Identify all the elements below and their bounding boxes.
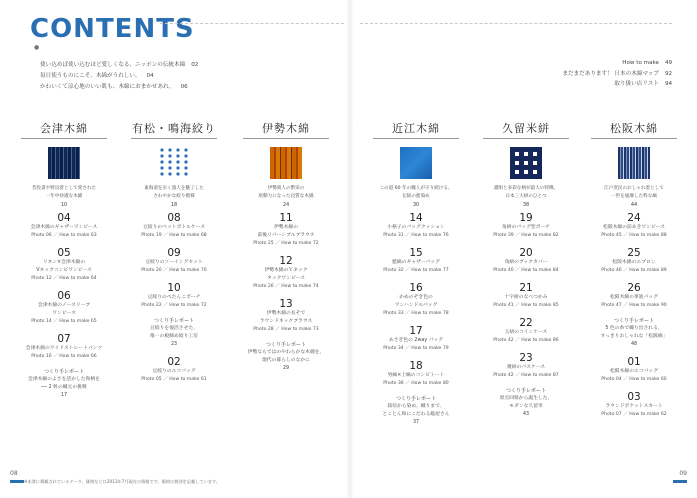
project-entry [361,247,471,275]
project-number: 15 [409,247,423,259]
project-name: 角絣のブックカバー [504,260,548,265]
project-number: 07 [57,333,71,345]
project-number: 01 [627,356,641,368]
report-text: 伊勢ならではのやわらかな木綿を、 現代の暮らしのなかに [247,350,325,363]
report-text: 会津木綿のよさを活かした和柄を ── 2 軒の織元の挑戦 [28,377,100,390]
project-reference: Photo 20 ／ How to make 70 [141,268,207,273]
project-name: 伊勢木綿のＶネック タックワンピース [264,268,308,281]
project-entry [9,333,119,361]
project-entry [361,360,471,388]
project-number: 12 [279,255,293,267]
maker-report [9,368,119,400]
intro-list [40,60,198,93]
nav-page: 92 [665,70,673,77]
project-entry [471,247,581,275]
intro-text: 使い込めば使い込むほど愛しくなる、ニッポンの伝統木綿 [40,62,186,68]
region-column [584,120,684,208]
project-reference: Photo 40 ／ How to make 84 [493,268,559,273]
project-number: 19 [519,212,533,224]
project-entry [579,247,689,275]
project-number: 16 [409,282,423,294]
project-entry [471,352,581,380]
nav-text: まだまだあります！ 日本の木綿マップ [562,70,659,77]
region-page: 44 [630,202,638,208]
project-reference: Photo 39 ／ How to make 82 [493,233,559,238]
intro-page: 04 [146,73,154,79]
project-entry [119,282,229,310]
entry-list [361,212,471,434]
region-column [236,120,336,208]
region-page: 38 [522,202,530,208]
region-description: この道 60 年の職人が守り続ける、 伝統の藍染め [379,186,453,199]
project-number: 08 [167,212,181,224]
project-number: 23 [519,352,533,364]
maker-report [361,395,471,427]
project-name: 玉絣のコインケース [504,330,548,335]
project-name: 男縞×上縞のコンビトート [387,373,445,378]
project-number: 24 [627,212,641,224]
fabric-swatch-arimatsu [158,147,190,179]
region-rule [21,138,107,139]
fabric-swatch-omi [400,147,432,179]
project-reference: Photo 12 ／ How to make 64 [31,276,97,281]
project-name: 角絣のバッグ型ポーチ [502,225,550,230]
report-page: 23 [170,342,178,347]
book-spine [346,0,354,498]
project-entry [361,212,471,240]
nav-item [562,69,677,80]
nav-item [562,79,677,90]
project-entry [119,247,229,275]
page-title: CONTENTS [30,14,195,44]
project-reference: Photo 05 ／ How to make 61 [141,377,207,382]
project-reference: Photo 28 ／ How to make 73 [253,327,319,332]
title-rule [160,23,344,24]
project-reference: Photo 26 ／ How to make 74 [253,284,319,289]
folio-bar [10,480,24,483]
report-heading: つくり手レポート [613,318,654,324]
folio-bar [673,480,687,483]
region-page: 10 [60,202,68,208]
project-reference: Photo 42 ／ How to make 87 [493,373,559,378]
project-name: ラウンドポケットスカート [605,404,663,409]
project-name: 会津木綿のノースリーブ ワンピース [37,303,91,316]
region-rule [373,138,459,139]
region-rule [591,138,677,139]
nav-page: 49 [665,60,673,66]
project-number: 14 [409,212,423,224]
project-entry [471,212,581,240]
project-entry [579,356,689,384]
project-reference: Photo 25 ／ How to make 72 [253,241,319,246]
project-name: 藍縞のギャザーバッグ [392,260,440,265]
region-rule [131,138,217,139]
project-name: 伊勢木綿の長そで ラウンドネックブラウス [259,311,313,324]
entry-list [471,212,581,426]
project-entry [9,212,119,240]
project-number: 22 [519,317,533,329]
project-entry [231,255,341,291]
project-reference: Photo 47 ／ How to make 90 [601,303,667,308]
intro-text: かわいくて涼心地のいい肌も、木綿におまかせあれ。 [40,84,175,90]
entry-list [231,212,341,380]
project-number: 04 [57,212,71,224]
region-column [14,120,114,208]
project-entry [361,282,471,318]
project-entry [361,325,471,353]
project-number: 20 [519,247,533,259]
project-entry [231,298,341,334]
folio-right: 09 [679,470,687,477]
intro-item [40,71,198,82]
report-text: 5 色の糸で織り出される、 すっきりおしゃれな「松阪縞」 [600,326,668,339]
title-rule [360,23,672,24]
project-name: 豆絞りのソーイングセット [145,260,203,265]
project-reference: Photo 14 ／ How to make 65 [31,319,97,324]
project-reference: Photo 31 ／ How to make 76 [383,233,449,238]
region-name: 伊勢木綿 [262,122,310,135]
region-name: 有松・鳴海絞り [132,122,216,135]
region-column [476,120,576,208]
project-entry [9,290,119,326]
project-reference: Photo 22 ／ How to make 72 [141,303,207,308]
region-page: 30 [412,202,420,208]
maker-report [231,341,341,373]
region-rule [243,138,329,139]
report-page: 48 [630,342,638,347]
project-entry [119,212,229,240]
project-entry [471,317,581,345]
report-heading: つくり手レポート [395,396,436,402]
project-entry [579,391,689,419]
region-description: 伊勢商人の繁栄の 原動力になった良質な木綿 [258,186,314,199]
project-name: 会津木綿のワイドストレートパンツ [25,346,103,351]
region-name: 会津木綿 [40,122,88,135]
intro-item [40,82,198,93]
project-reference: Photo 45 ／ How to make 88 [601,233,667,238]
region-description: 東海道を歩く旅人を魅了した さわやかな絞り模様 [144,186,204,199]
fabric-swatch-matsusaka [618,147,650,179]
project-name: 松阪木綿の前あきワンピース [603,225,665,230]
report-heading: つくり手レポート [265,342,306,348]
project-number: 05 [57,247,71,259]
footnote: ※本書に掲載されているデータ、価格などは2013年7月現在の情報です。価格は税別を記載しています。 [24,479,220,484]
project-name: 松阪木綿のエプロン [612,260,656,265]
project-reference: Photo 42 ／ How to make 86 [493,338,559,343]
project-number: 17 [409,325,423,337]
project-entry [231,212,341,248]
project-number: 26 [627,282,641,294]
project-reference: Photo 16 ／ How to make 66 [31,354,97,359]
project-name: 松阪木綿のエコバッグ [610,369,658,374]
project-number: 10 [167,282,181,294]
nav-page: 94 [665,81,673,87]
project-name: 十字絣のなべつかみ [504,295,548,300]
nav-text: 取り扱い店リスト [614,81,659,87]
maker-report [579,317,689,349]
project-name: 松阪木綿の革底バッグ [610,295,658,300]
project-reference: Photo 19 ／ How to make 68 [141,233,207,238]
entry-list [9,212,119,407]
intro-item [40,60,198,71]
project-reference: Photo 32 ／ How to make 77 [383,268,449,273]
project-reference: Photo 04 ／ How to make 60 [601,377,667,382]
project-entry [9,247,119,283]
report-text: 栽培から染め、織りまで、 とことん和にこだわる総屋さん [382,404,450,417]
project-name: リネン×会津木綿の Vネックコンビワンピース [36,260,92,273]
project-reference: Photo 06 ／ How to make 63 [31,233,97,238]
project-name: 豆絞りのペットボトルケース [142,225,206,230]
region-page: 18 [170,202,178,208]
project-entry [579,212,689,240]
project-number: 09 [167,247,181,259]
title-mark: ● [34,44,40,51]
fabric-swatch-kurume [510,147,542,179]
project-number: 25 [627,247,641,259]
region-name: 近江木綿 [392,122,440,135]
intro-text: 毎日使うものにこそ、木綿がうれしい。 [40,73,141,79]
intro-page: 06 [180,84,188,90]
project-reference: Photo 36 ／ How to make 80 [383,381,449,386]
project-reference: Photo 33 ／ How to make 78 [383,311,449,316]
project-name: あさぎ色の 2way バッグ [388,338,444,343]
project-name: 豆絞りのエコバッグ [152,369,196,374]
project-name: 会津木綿のギャザーワンピース [30,225,98,230]
folio-left: 08 [10,470,18,477]
project-number: 13 [279,298,293,310]
report-heading: つくり手レポート [505,388,546,394]
project-number: 21 [519,282,533,294]
project-number: 02 [167,356,181,368]
report-heading: つくり手レポート [153,318,194,324]
region-description: 江戸庶民のおしゃれ着として 一世を風靡した粋な縞 [604,186,664,199]
project-name: 小格子のバッグクッション [387,225,445,230]
project-name: かめのぞき色の ワンハンドルバッグ [394,295,438,308]
fabric-swatch-ise [270,147,302,179]
project-reference: Photo 34 ／ How to make 79 [383,346,449,351]
report-text: 原点回帰から誕生した、 モダンな久留米 [499,396,553,409]
report-page: 43 [522,412,530,417]
region-page: 24 [282,202,290,208]
project-number: 18 [409,360,423,372]
project-name: 豆絞りのぺたんこポーチ [147,295,201,300]
region-description: 濃紺と多彩な柄が最大の特徴。 日本三大絣のひとつ [493,186,559,199]
project-name: 幾絣のバスケース [506,365,546,370]
entry-list [579,212,689,426]
right-nav-list [562,58,677,90]
project-reference: Photo 46 ／ How to make 89 [601,268,667,273]
project-entry [119,356,229,384]
report-page: 37 [412,420,420,425]
project-entry [579,282,689,310]
report-heading: つくり手レポート [43,369,84,375]
nav-item [562,58,677,69]
project-reference: Photo 07 ／ How to make 62 [601,412,667,417]
project-reference: Photo 41 ／ How to make 85 [493,303,559,308]
nav-text: How to make [622,60,659,66]
entry-list [119,212,229,391]
project-entry [471,282,581,310]
region-rule [483,138,569,139]
report-page: 17 [60,393,68,398]
region-column [366,120,466,208]
project-number: 11 [279,212,293,224]
region-description: 昔投書や野良着として愛された 一年中快適な木綿 [31,186,97,199]
project-number: 06 [57,290,71,302]
maker-report [119,317,229,349]
project-number: 03 [627,391,641,403]
report-text: 豆絞りを復活させた、 唯一の板締め絞り工房 [150,326,198,339]
maker-report [471,387,581,419]
project-name: 伊勢木綿の 前後リバーシブルブラウス [257,225,315,238]
intro-page: 02 [191,62,199,68]
region-column [124,120,224,208]
region-name: 久留米絣 [502,122,550,135]
fabric-swatch-aizu [48,147,80,179]
report-page: 29 [282,366,290,371]
region-name: 松阪木綿 [610,122,658,135]
